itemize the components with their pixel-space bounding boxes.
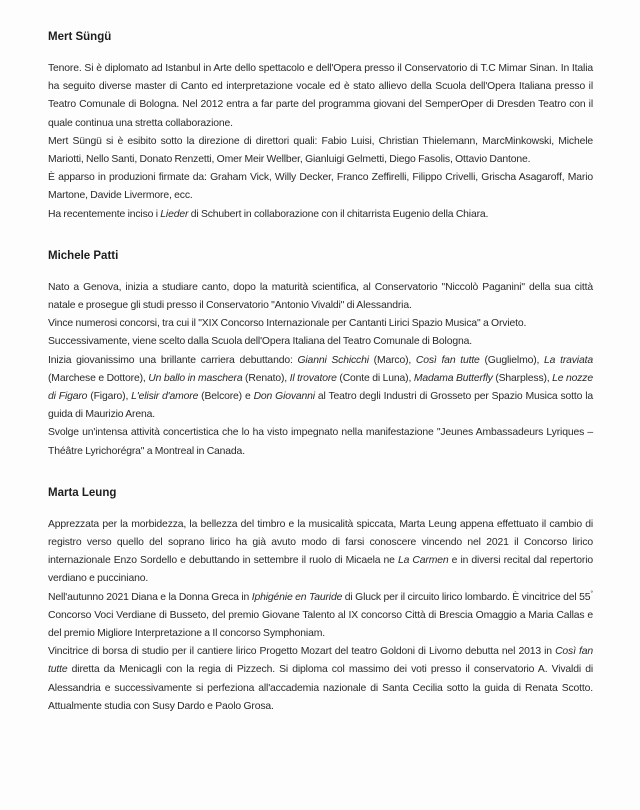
bio-section-mert-sungu bbox=[48, 30, 593, 224]
italic-title: La Carmen bbox=[397, 555, 449, 567]
bio-paragraph bbox=[48, 589, 593, 644]
bio-section-marta-leung bbox=[48, 486, 593, 716]
text-run: (Guglielmo), bbox=[479, 354, 545, 366]
text-run: e in diversi recital dal repertorio verdiano e pucciniano. bbox=[48, 555, 593, 585]
text-run: Nell'autunno 2021 Diana e la Donna Greca in bbox=[48, 591, 252, 603]
document-page bbox=[48, 30, 593, 716]
text-run: Vincitrice di borsa di studio per il cantiere lirico Progetto Mozart del teatro Goldoni di Livorno debutta nel 2013 in bbox=[48, 646, 556, 658]
bio-paragraph bbox=[48, 133, 593, 169]
text-run: (Marco), bbox=[368, 354, 416, 366]
text-run: diretta da Menicagli con la regia di Pizzech. Si diploma col massimo dei voti presso il conservatorio A. Vivaldi di Alessandria e successivamente si perfeziona all'accademia nazionale di Santa Cecilia sotto la guida di Renata Scotto. Attualmente studia con Susy Dardo e Paolo Grosa. bbox=[48, 664, 593, 712]
bio-paragraph bbox=[48, 333, 593, 351]
italic-title: Iphigénie en Tauride bbox=[251, 591, 343, 603]
text-run: Apprezzata per la morbidezza, la bellezza del timbro e la musicalità spiccata, Marta Leung appena effettuato il cambio di registro verso quello del soprano lirico ha già avuto modo di farsi conoscere vincendo nel 2021 il Concorso lirico internazionale Enzo Sordello e debuttando in settembre il ruolo di Micaela ne bbox=[48, 518, 593, 567]
text-run: È apparso in produzioni firmate da: Graham Vick, Willy Decker, Franco Zeffirelli, Filippo Crivelli, Grischa Asagaroff, Mario Martone, Davide Livermore, ecc. bbox=[48, 172, 593, 202]
bio-paragraph bbox=[48, 279, 593, 315]
italic-title: Il trovatore bbox=[289, 372, 337, 384]
bio-body bbox=[48, 60, 593, 224]
bio-name: Mert Süngü bbox=[48, 31, 112, 43]
text-run: Successivamente, viene scelto dalla Scuola dell'Opera Italiana del Teatro Comunale di Bologna. bbox=[48, 336, 472, 348]
text-run: Nato a Genova, inizia a studiare canto, dopo la maturità scientifica, al Conservatorio "Niccolò Paganini" della sua città natale e prosegue gli studi presso il Conservatorio "Antonio Vivaldi" di Alessandria. bbox=[48, 281, 593, 312]
text-run: (Marchese e Dottore), bbox=[48, 372, 149, 384]
bio-section-michele-patti bbox=[48, 249, 593, 461]
italic-title: Così fan tutte bbox=[48, 646, 593, 676]
text-run: Svolge un'intensa attività concertistica che lo ha visto impegnato nella manifestazione "Jeunes Ambassadeurs Lyriques – Théâtre Lyrichorégra" a Montreal in Canada. bbox=[48, 427, 593, 457]
text-run: (Belcore) e bbox=[198, 391, 254, 403]
italic-title: Gianni Schicchi bbox=[297, 354, 369, 366]
bio-paragraph bbox=[48, 424, 593, 460]
text-run: Mert Süngü si è esibito sotto la direzione di direttori quali: Fabio Luisi, Christian Thielemann, MarcMinkowski, Michele Mariotti, Nello Santi, Donato Renzetti, Omer Meir Wellber, Gianluigi Gelmetti, Diego Fasolis, Ottavio Dantone. bbox=[48, 135, 593, 166]
bio-paragraph bbox=[48, 352, 593, 425]
text-run: (Conte di Luna), bbox=[336, 372, 414, 384]
bio-paragraph bbox=[48, 643, 593, 716]
text-run: Tenore. Si è diplomato ad Istanbul in Arte dello spettacolo e dell'Opera presso il Conservatorio di T.C Mimar Sinan. In Italia ha seguito diverse master di Canto ed interpretazione vocale ed è stato allievo della Scuola dell'Opera Italiana presso il Teatro Comunale di Bologna. Nel 2012 entra a far parte del programma giovani del SemperOper di Dresden Teatro con il quale continua una stretta collaborazione. bbox=[48, 63, 593, 129]
text-run: Concorso Voci Verdiane di Busseto, del premio Giovane Talento al IX concorso Città di Brescia Omaggio a Maria Callas e del premio Migliore Interpretazione a Il concorso Symphoniam. bbox=[48, 609, 593, 640]
bio-paragraph bbox=[48, 206, 593, 224]
bio-paragraph bbox=[48, 516, 593, 589]
italic-title: Un ballo in maschera bbox=[148, 372, 243, 384]
text-run: (Sharpless), bbox=[492, 372, 553, 384]
italic-title: Lieder bbox=[160, 208, 189, 220]
italic-title: La traviata bbox=[544, 354, 593, 366]
bio-paragraph bbox=[48, 169, 593, 205]
text-run: di Gluck per il circuito lirico lombardo. È vincitrice del 55 bbox=[342, 591, 591, 603]
text-run: (Renato), bbox=[242, 372, 290, 384]
bio-name: Marta Leung bbox=[48, 486, 117, 499]
italic-title: Madama Butterfly bbox=[413, 372, 493, 384]
superscript: ° bbox=[590, 590, 594, 598]
bio-paragraph bbox=[48, 60, 593, 133]
text-run: (Figaro), bbox=[87, 391, 132, 403]
text-run: al Teatro degli Industri di Grosseto per Spazio Musica sotto la guida di Maurizio Arena. bbox=[48, 391, 593, 421]
bio-paragraph bbox=[48, 315, 593, 333]
bio-body bbox=[48, 279, 593, 461]
italic-title: L'elisir d'amore bbox=[131, 391, 199, 403]
text-run: di Schubert in collaborazione con il chitarrista Eugenio della Chiara. bbox=[188, 208, 489, 220]
text-run: Inizia giovanissimo una brillante carriera debuttando: bbox=[48, 354, 298, 366]
bio-name: Michele Patti bbox=[48, 249, 119, 262]
text-run: Vince numerosi concorsi, tra cui il "XIX Concorso Internazionale per Cantanti Lirici Spazio Musica" a Orvieto. bbox=[48, 318, 527, 330]
italic-title: Le nozze di Figaro bbox=[48, 372, 593, 403]
bio-body bbox=[48, 516, 593, 716]
italic-title: Don Giovanni bbox=[253, 391, 315, 403]
text-run: Ha recentemente inciso i bbox=[48, 208, 161, 220]
italic-title: Così fan tutte bbox=[415, 354, 480, 366]
